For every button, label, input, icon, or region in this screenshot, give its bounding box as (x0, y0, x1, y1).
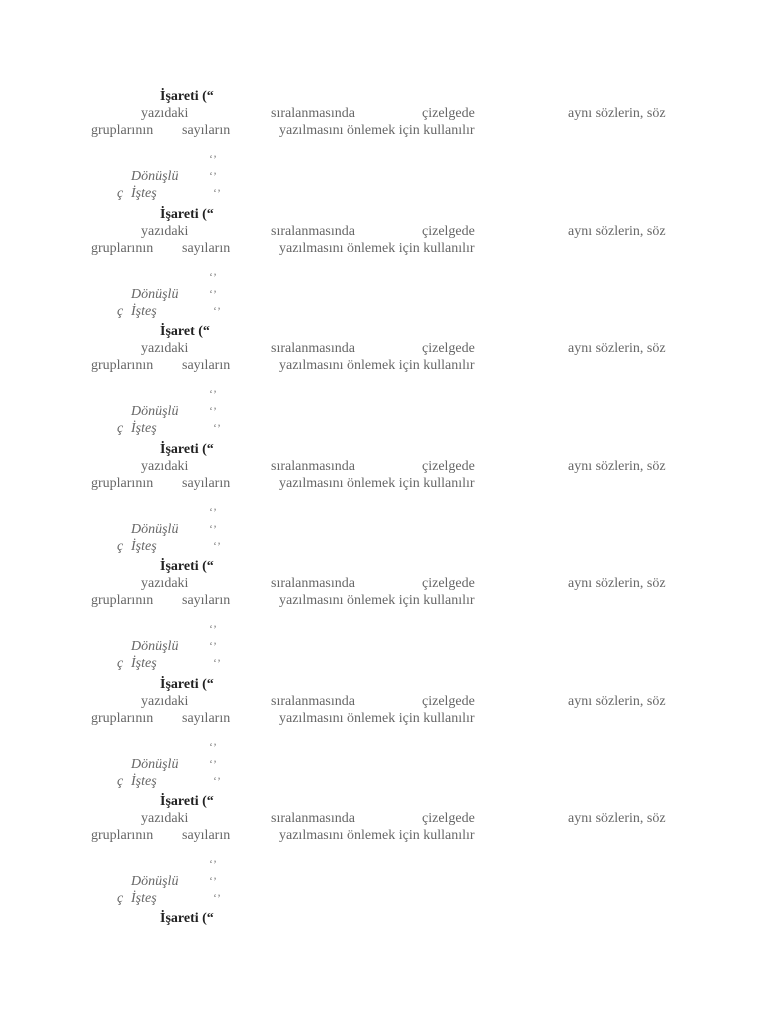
c-letter: ç (117, 891, 124, 906)
heading: İşareti (“ (160, 441, 214, 457)
c-letter: ç (117, 538, 124, 554)
quote-mark-2: ‘’ (209, 756, 217, 771)
row1-word-2: sıralanmasında (271, 106, 355, 121)
quote-mark-3: ‘’ (213, 656, 221, 670)
row2-word-1: gruplarının (91, 475, 154, 491)
row2-word-3: yazılmasını önlemek için kullanılır (279, 123, 475, 138)
quote-mark-2: ‘’ (209, 521, 217, 536)
heading: İşareti (“ (160, 676, 214, 692)
row1-word-3: çizelgede (422, 341, 475, 356)
causative-label: İşteş (131, 538, 157, 554)
row2-word-2: sayıların (182, 240, 231, 256)
row1-word-4: aynı sözlerin, söz (568, 106, 666, 121)
row1-word-1: yazıdaki (141, 341, 189, 356)
row1-word-3: çizelgede (422, 811, 475, 826)
causative-label: İşteş (131, 186, 157, 201)
row2-word-3: yazılmasını önlemek için kullanılır (279, 358, 475, 373)
row2-word-2: sayıların (182, 828, 231, 843)
quote-mark-1: ‘’ (209, 504, 217, 519)
quote-mark-1: ‘’ (209, 152, 217, 166)
reflexive-label: Dönüşlü (131, 404, 179, 419)
causative-label: İşteş (131, 656, 157, 671)
row2-word-1: gruplarının (91, 240, 154, 256)
quote-mark-2: ‘’ (209, 286, 217, 301)
reflexive-label: Dönüşlü (131, 169, 179, 184)
reflexive-label: Dönüşlü (131, 639, 179, 654)
row2-word-3: yazılmasını önlemek için kullanılır (279, 475, 475, 491)
quote-mark-2: ‘’ (209, 639, 217, 653)
row1-word-4: aynı sözlerin, söz (568, 223, 666, 239)
row1-word-2: sıralanmasında (271, 693, 355, 709)
row1-word-4: aynı sözlerin, söz (568, 341, 666, 356)
quote-mark-2: ‘’ (209, 169, 217, 183)
reflexive-label: Dönüşlü (131, 756, 179, 772)
row1-word-4: aynı sözlerin, söz (568, 811, 666, 826)
heading: İşareti (“ (160, 559, 214, 574)
row1-word-4: aynı sözlerin, söz (568, 693, 666, 709)
row1-word-3: çizelgede (422, 223, 475, 239)
row1-word-2: sıralanmasında (271, 341, 355, 356)
quote-mark-3: ‘’ (213, 303, 221, 318)
row2-word-1: gruplarının (91, 123, 154, 138)
final-heading: İşareti (“ (160, 910, 214, 926)
quote-mark-2: ‘’ (209, 404, 217, 418)
row1-word-1: yazıdaki (141, 693, 189, 709)
reflexive-label: Dönüşlü (131, 874, 179, 889)
quote-mark-1: ‘’ (209, 387, 217, 401)
causative-label: İşteş (131, 421, 157, 436)
row2-word-2: sayıların (182, 593, 231, 608)
row2-word-3: yazılmasını önlemek için kullanılır (279, 710, 475, 726)
quote-mark-1: ‘’ (209, 857, 217, 871)
c-letter: ç (117, 186, 124, 201)
quote-mark-1: ‘’ (209, 622, 217, 636)
c-letter: ç (117, 421, 124, 436)
row1-word-4: aynı sözlerin, söz (568, 576, 666, 591)
row2-word-3: yazılmasını önlemek için kullanılır (279, 828, 475, 843)
row1-word-2: sıralanmasında (271, 458, 355, 474)
quote-mark-1: ‘’ (209, 739, 217, 754)
heading: İşareti (“ (160, 206, 214, 222)
row1-word-1: yazıdaki (141, 223, 189, 239)
row1-word-2: sıralanmasında (271, 576, 355, 591)
quote-mark-3: ‘’ (213, 773, 221, 788)
row1-word-2: sıralanmasında (271, 223, 355, 239)
row2-word-2: sayıların (182, 475, 231, 491)
row1-word-1: yazıdaki (141, 811, 189, 826)
causative-label: İşteş (131, 773, 157, 789)
row1-word-4: aynı sözlerin, söz (568, 458, 666, 474)
quote-mark-2: ‘’ (209, 874, 217, 888)
c-letter: ç (117, 656, 124, 671)
row2-word-3: yazılmasını önlemek için kullanılır (279, 240, 475, 256)
row1-word-2: sıralanmasında (271, 811, 355, 826)
reflexive-label: Dönüşlü (131, 521, 179, 537)
row1-word-3: çizelgede (422, 458, 475, 474)
row2-word-2: sayıların (182, 123, 231, 138)
row2-word-2: sayıların (182, 710, 231, 726)
heading: İşareti (“ (160, 794, 214, 809)
row2-word-1: gruplarının (91, 358, 154, 373)
row1-word-3: çizelgede (422, 693, 475, 709)
row1-word-3: çizelgede (422, 576, 475, 591)
causative-label: İşteş (131, 303, 157, 319)
row1-word-1: yazıdaki (141, 576, 189, 591)
quote-mark-3: ‘’ (213, 186, 221, 200)
quote-mark-3: ‘’ (213, 891, 221, 905)
quote-mark-1: ‘’ (209, 269, 217, 284)
heading: İşaret (“ (160, 324, 210, 339)
c-letter: ç (117, 773, 124, 789)
row2-word-1: gruplarının (91, 710, 154, 726)
quote-mark-3: ‘’ (213, 538, 221, 553)
row2-word-1: gruplarının (91, 593, 154, 608)
row2-word-3: yazılmasını önlemek için kullanılır (279, 593, 475, 608)
row1-word-1: yazıdaki (141, 458, 189, 474)
heading: İşareti (“ (160, 89, 214, 104)
row2-word-1: gruplarının (91, 828, 154, 843)
row1-word-3: çizelgede (422, 106, 475, 121)
row1-word-1: yazıdaki (141, 106, 189, 121)
row2-word-2: sayıların (182, 358, 231, 373)
quote-mark-3: ‘’ (213, 421, 221, 435)
reflexive-label: Dönüşlü (131, 286, 179, 302)
causative-label: İşteş (131, 891, 157, 906)
c-letter: ç (117, 303, 124, 319)
